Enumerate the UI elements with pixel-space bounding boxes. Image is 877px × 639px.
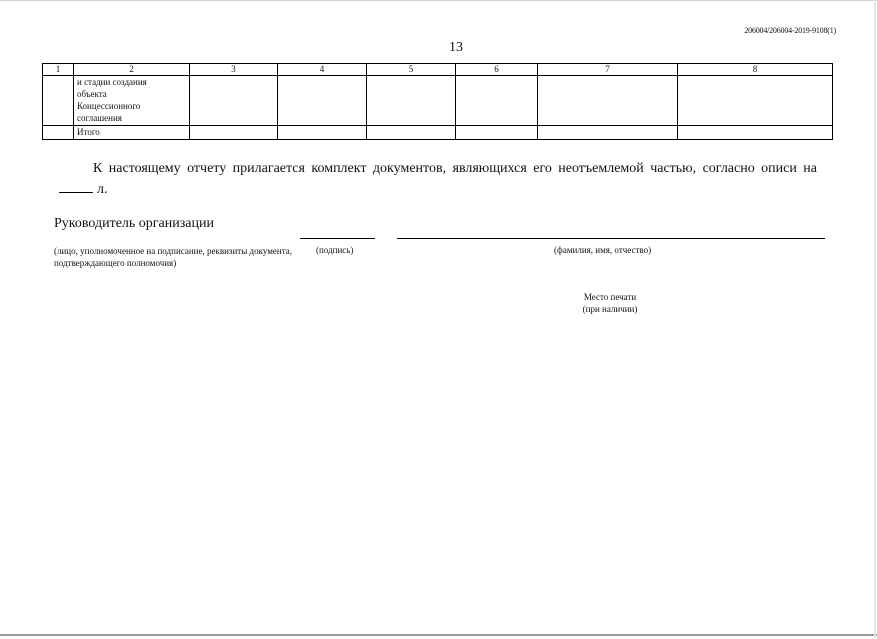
stamp-line: Место печати [583, 292, 637, 302]
head-of-organization-label: Руководитель организации [54, 216, 214, 231]
full-name-line [397, 238, 825, 239]
table-cell [456, 76, 538, 126]
stage-line: и стадии создания [77, 77, 147, 87]
table-header-cell: 7 [538, 64, 678, 76]
table-row [43, 76, 833, 126]
table-header-cell: 5 [367, 64, 456, 76]
table-cell [456, 126, 538, 140]
page-number: 13 [449, 40, 463, 55]
authorized-person-caption: (лицо, уполномоченное на подписание, реквизиты документа, подтверждающего полномочия) [54, 246, 293, 268]
scan-edge-bottom [0, 634, 877, 636]
sheet-count-blank [59, 180, 93, 193]
scan-edge-top [0, 0, 877, 1]
stage-line: объекта [77, 89, 107, 99]
attachment-paragraph [55, 158, 817, 200]
table-cell [367, 126, 456, 140]
table-cell [367, 76, 456, 126]
stage-line: соглашения [77, 113, 122, 123]
signature-line [300, 238, 375, 239]
paragraph-text: К настоящему отчету прилагается комплект документов, являющихся его неотъемлемой частью, согласно описи на [93, 161, 817, 176]
document-id: 206004/206004-2019-9108(1) [744, 26, 836, 35]
full-name-caption: (фамилия, имя, отчество) [554, 245, 652, 255]
table-cell [678, 76, 833, 126]
table-header-cell: 3 [190, 64, 278, 76]
stage-line: Концессионного [77, 101, 141, 111]
table-row-total [43, 126, 833, 140]
table-header-cell: 2 [74, 64, 190, 76]
table-cell [538, 126, 678, 140]
table-cell [43, 126, 74, 140]
table-cell [43, 76, 74, 126]
table-cell [278, 126, 367, 140]
paragraph-suffix: л. [97, 182, 108, 197]
table-header-cell: 6 [456, 64, 538, 76]
table-cell [190, 76, 278, 126]
table-cell-stage [74, 76, 190, 126]
table-cell [538, 76, 678, 126]
signature-caption: (подпись) [316, 245, 354, 255]
report-table [42, 63, 833, 140]
table-cell [278, 76, 367, 126]
scan-edge-right [874, 0, 876, 639]
table-cell-total-label: Итого [74, 126, 190, 140]
table-cell [678, 126, 833, 140]
stamp-place [560, 291, 660, 315]
table-header-cell: 4 [278, 64, 367, 76]
table-cell [190, 126, 278, 140]
table-header-row [43, 64, 833, 76]
table-header-cell: 1 [43, 64, 74, 76]
table-header-cell: 8 [678, 64, 833, 76]
stamp-line: (при наличии) [582, 304, 638, 314]
